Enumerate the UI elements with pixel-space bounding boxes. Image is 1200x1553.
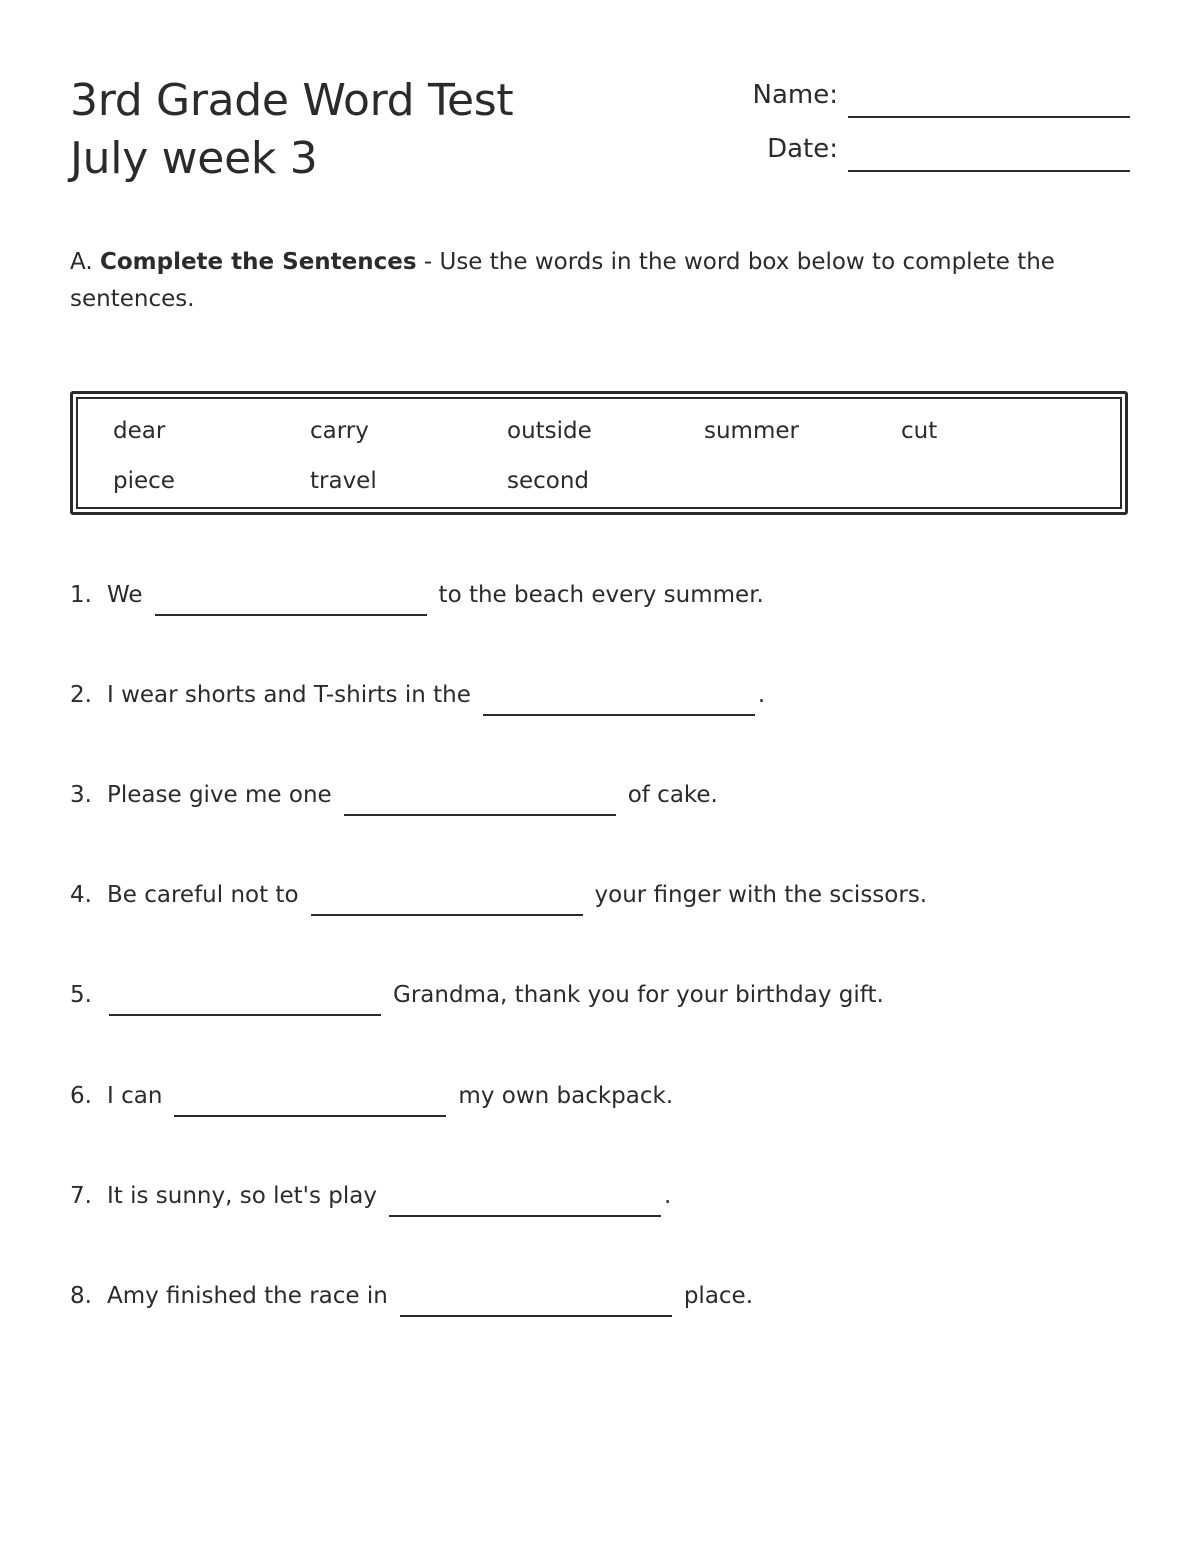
word-item: dear [113,418,166,444]
word-item: cut [901,418,938,444]
answer-blank[interactable] [155,590,427,616]
answer-blank[interactable] [344,790,616,816]
question-3 [70,774,718,810]
question-text-after: of cake. [627,782,718,808]
question-number: 1. [70,582,92,608]
word-item: second [507,468,590,494]
date-blank[interactable] [848,146,1130,172]
question-5 [70,974,884,1010]
question-7 [70,1175,671,1211]
instructions-text: - Use the words in the word box below to complete the sentences. [70,249,1055,312]
answer-blank[interactable] [174,1091,446,1117]
page-title [70,72,513,188]
question-text-after: . [757,682,766,708]
question-text-after: your finger with the scissors. [594,882,928,908]
question-4 [70,874,927,910]
question-text-before: I can [107,1083,163,1109]
question-number: 2. [70,682,92,708]
word-box-inner-border [76,397,1122,509]
question-text-before: Be careful not to [107,882,299,908]
question-text-before: We [107,582,143,608]
question-number: 3. [70,782,92,808]
word-item: piece [113,468,175,494]
question-number: 5. [70,982,92,1008]
question-number: 8. [70,1283,92,1309]
section-prefix: A. [70,249,100,275]
question-text-after: my own backpack. [458,1083,674,1109]
word-box [70,391,1128,515]
question-1 [70,574,764,610]
answer-blank[interactable] [483,690,755,716]
question-text-before: Please give me one [107,782,332,808]
question-number: 6. [70,1083,92,1109]
word-item: carry [310,418,369,444]
question-text-after: place. [683,1283,754,1309]
question-8 [70,1275,753,1311]
question-6 [70,1075,673,1111]
question-text-before: Amy finished the race in [107,1283,388,1309]
answer-blank[interactable] [389,1191,661,1217]
date-field [710,134,1130,164]
question-text-before: I wear shorts and T-shirts in the [107,682,471,708]
question-number: 4. [70,882,92,908]
section-instructions [70,244,1130,318]
answer-blank[interactable] [109,990,381,1016]
name-field [710,80,1130,110]
question-text-after: to the beach every summer. [438,582,764,608]
answer-blank[interactable] [311,890,583,916]
title-line-1: 3rd Grade Word Test [70,75,514,126]
question-text-after: . [663,1183,672,1209]
name-blank[interactable] [848,92,1130,118]
word-item: outside [507,418,592,444]
date-label: Date: [767,134,838,164]
word-item: travel [310,468,377,494]
word-item: summer [704,418,799,444]
question-2 [70,674,765,710]
section-heading: Complete the Sentences [99,249,417,275]
answer-blank[interactable] [400,1291,672,1317]
title-line-2: July week 3 [70,133,318,184]
question-text-before: It is sunny, so let's play [107,1183,377,1209]
question-text-after: Grandma, thank you for your birthday gift. [393,982,884,1008]
name-label: Name: [752,80,838,110]
question-number: 7. [70,1183,92,1209]
